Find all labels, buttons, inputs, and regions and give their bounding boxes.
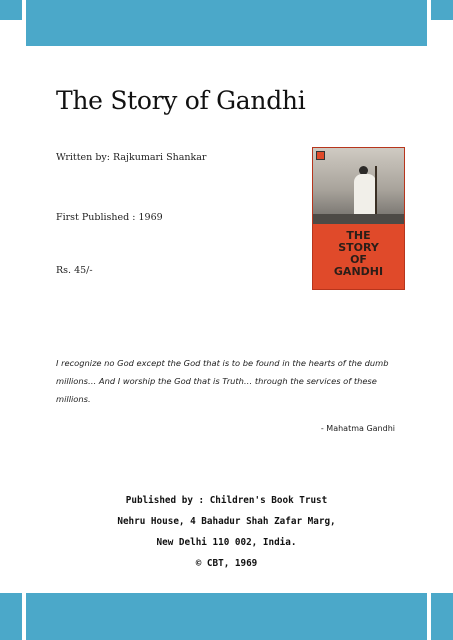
cover-photo [313, 148, 404, 224]
right-border-top [431, 0, 453, 20]
left-border-bottom [0, 593, 22, 640]
publisher-logo-icon [316, 151, 325, 160]
book-title: The Story of Gandhi [56, 86, 306, 115]
publisher-line-1: Published by : Children's Book Trust [125, 495, 328, 506]
walking-staff [375, 166, 377, 218]
first-published-line: First Published : 1969 [56, 212, 163, 223]
quote-text: I recognize no God except the God that is to be found in the hearts of the dumb millions… And I worship the God that is Truth… through the services of these millions. [56, 358, 389, 404]
figure-body [354, 174, 376, 218]
left-border-top [0, 0, 22, 20]
cover-ground [313, 214, 404, 224]
cover-title: THE STORY OF GANDHI [333, 229, 384, 278]
bottom-border-band [26, 593, 427, 640]
price-line: Rs. 45/- [56, 265, 93, 276]
top-border-band [26, 0, 427, 46]
publisher-line-3: New Delhi 110 002, India. [156, 537, 297, 548]
author-line: Written by: Rajkumari Shankar [56, 152, 207, 163]
copyright-line: © CBT, 1969 [195, 558, 258, 569]
publisher-line-2: Nehru House, 4 Bahadur Shah Zafar Marg, [117, 516, 336, 527]
right-border-bottom [431, 593, 453, 640]
publisher-block [0, 490, 453, 574]
book-cover-image [313, 148, 404, 289]
quote-attribution: - Mahatma Gandhi [320, 424, 395, 433]
